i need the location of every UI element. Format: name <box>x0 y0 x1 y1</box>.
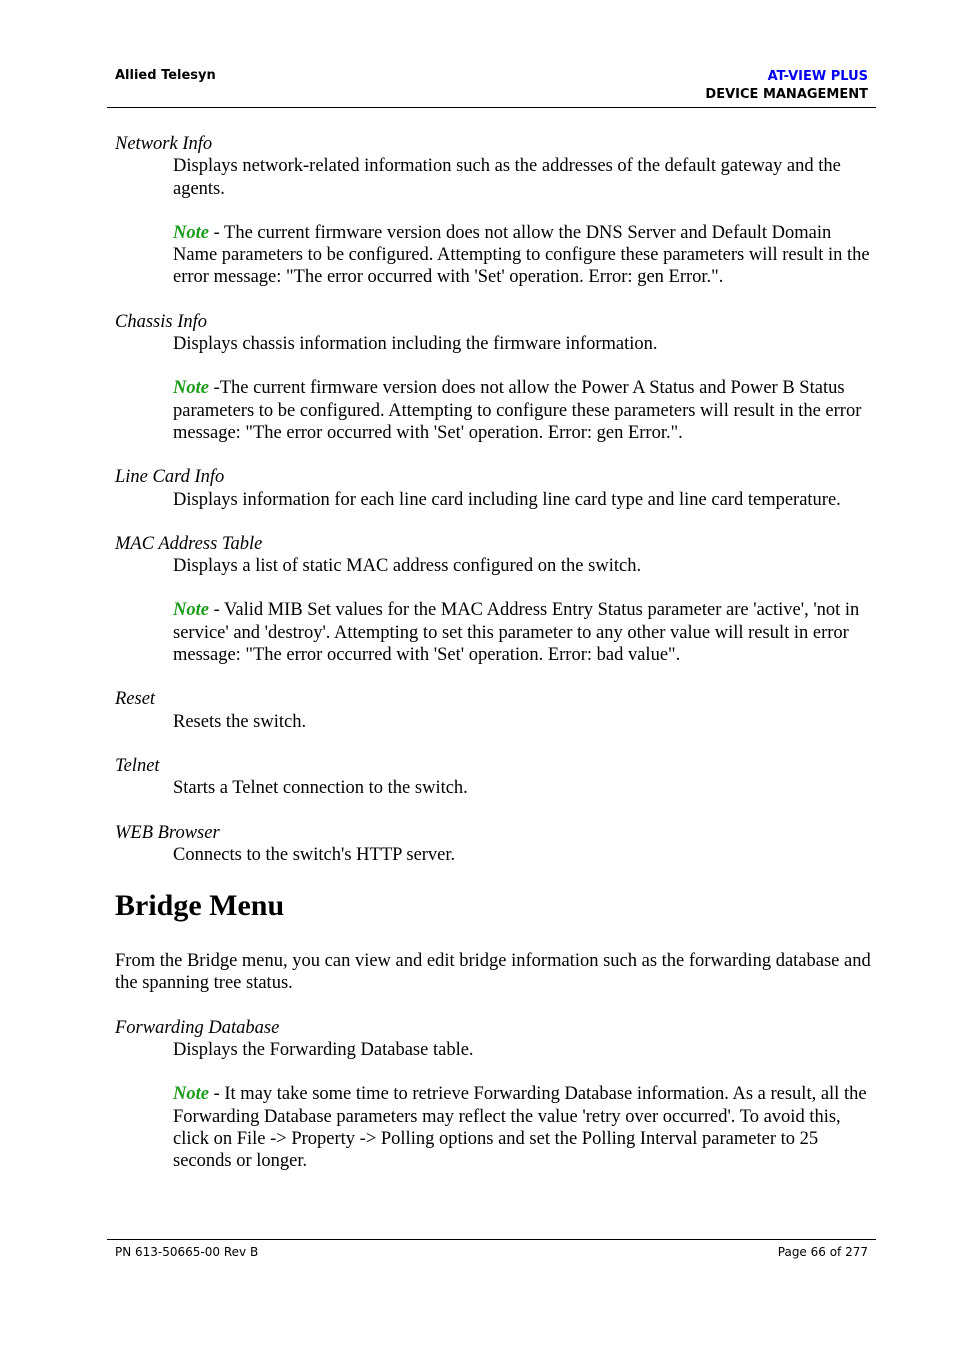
note-text: - The current firmware version does not allow the DNS Server and Default Domain Name parameters to be configured. Attempting to configure these parameters will result in the error message: "The error occurred with 'Set' operation. Error: gen Error.". <box>173 222 870 288</box>
header-section: DEVICE MANAGEMENT <box>705 87 868 102</box>
term-telnet: Telnet <box>115 755 160 776</box>
desc-network-info: Displays network-related information such as the addresses of the default gateway and the agents. <box>173 156 841 199</box>
footer-rule <box>107 1239 876 1240</box>
desc-line-card-info: Displays information for each line card including line card type and line card temperature. <box>173 489 841 510</box>
page-body <box>115 133 875 1173</box>
desc-telnet: Starts a Telnet connection to the switch. <box>173 778 468 799</box>
term-reset: Reset <box>115 689 156 710</box>
desc-forwarding-database: Displays the Forwarding Database table. <box>173 1040 474 1061</box>
header-company: Allied Telesyn <box>115 68 216 83</box>
header-rule <box>107 107 876 108</box>
note-mac-address-table <box>173 599 875 666</box>
bridge-intro: From the Bridge menu, you can view and edit bridge information such as the forwarding database and the spanning tree status. <box>115 951 871 994</box>
section-heading-bridge-menu: Bridge Menu <box>115 889 285 923</box>
term-line-card-info: Line Card Info <box>115 467 225 488</box>
term-network-info: Network Info <box>115 134 213 154</box>
note-text: - Valid MIB Set values for the MAC Address Entry Status parameter are 'active', 'not in service' and 'destroy'. Attempting to set this parameter to any other value will result in error message: "The error occurred with 'Set' operation. Error: bad value". <box>173 600 860 666</box>
footer-part-number: PN 613-50665-00 Rev B <box>115 1245 259 1259</box>
note-network-info <box>173 222 875 289</box>
note-label: Note <box>173 222 209 243</box>
note-label: Note <box>173 378 209 399</box>
header-title-block <box>705 68 868 104</box>
desc-web-browser: Connects to the switch's HTTP server. <box>173 844 456 865</box>
note-forwarding-database <box>173 1083 875 1172</box>
desc-mac-address-table: Displays a list of static MAC address configured on the switch. <box>173 556 642 577</box>
term-mac-address-table: MAC Address Table <box>115 533 263 554</box>
note-text: -The current firmware version does not allow the Power A Status and Power B Status parameters to be configured. Attempting to configure these parameters will result in the error message: "The error occurred with 'Set' operation. Error: gen Error.". <box>173 378 862 443</box>
footer-page-number: Page 66 of 277 <box>777 1245 868 1259</box>
note-chassis-info <box>173 377 875 444</box>
note-label: Note <box>173 600 209 621</box>
term-web-browser: WEB Browser <box>115 822 220 843</box>
desc-reset: Resets the switch. <box>173 711 307 732</box>
note-text: - It may take some time to retrieve Forwarding Database information. As a result, all the Forwarding Database parameters may reflect the value 'retry over occurred'. To avoid this, click on File -> Property -> Polling options and set the Polling Interval parameter to 25 seconds or longer. <box>173 1084 867 1172</box>
desc-chassis-info: Displays chassis information including the firmware information. <box>173 334 658 355</box>
term-chassis-info: Chassis Info <box>115 311 208 332</box>
note-label: Note <box>173 1084 209 1105</box>
header-product: AT-VIEW PLUS <box>767 69 868 84</box>
term-forwarding-database: Forwarding Database <box>115 1017 280 1038</box>
